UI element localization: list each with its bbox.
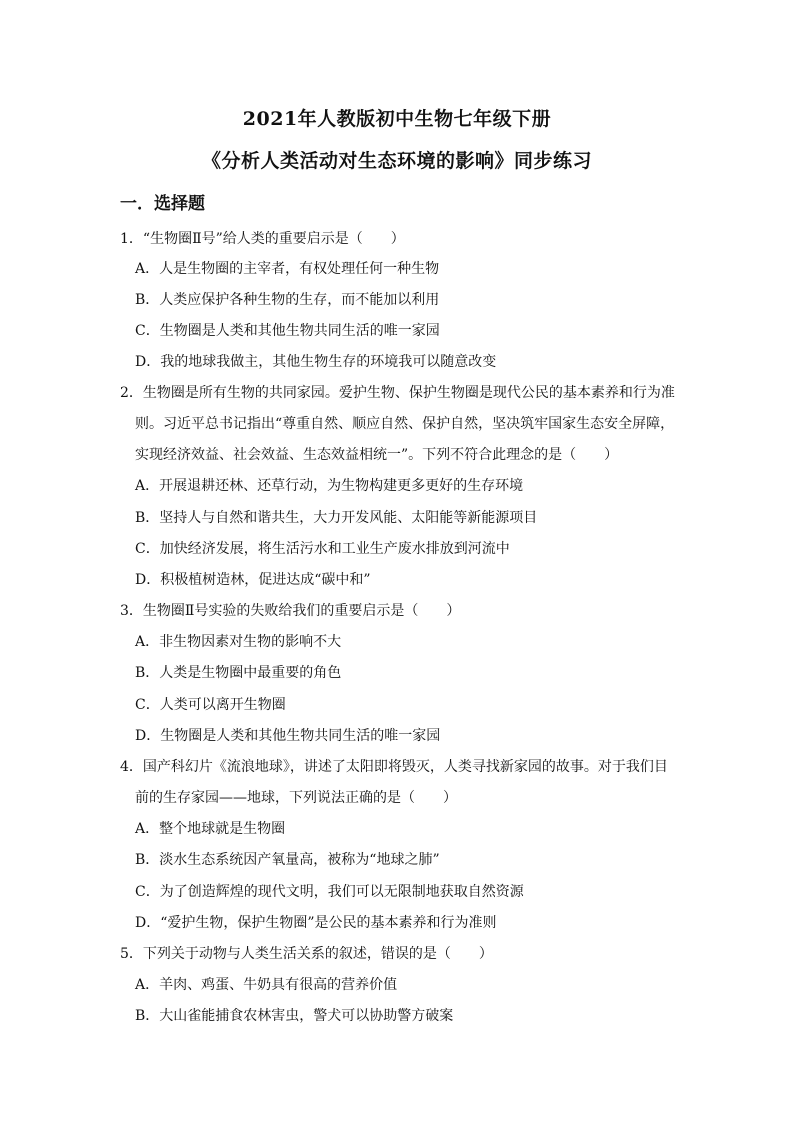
section-heading: 一．选择题 [120,194,205,214]
question-4-option-b: B．淡水生态系统因产氧量高，被称为“地球之肺” [135,852,440,868]
question-2-option-a: A．开展退耕还林、还草行动，为生物构建更多更好的生存环境 [135,478,524,494]
question-3-option-d: D．生物圈是人类和其他生物共同生活的唯一家园 [135,728,441,744]
question-1-option-c: C．生物圈是人类和其他生物共同生活的唯一家园 [135,323,440,339]
question-4-option-a: A．整个地球就是生物圈 [135,821,286,837]
question-5-option-a: A．羊肉、鸡蛋、牛奶具有很高的营养价值 [135,977,398,993]
question-3-option-c: C．人类可以离开生物圈 [135,697,286,713]
question-2-stem-line-3: 实现经济效益、社会效益、生态效益相统一”。下列不符合此理念的是（ ） [135,447,619,463]
question-2-option-c: C．加快经济发展，将生活污水和工业生产废水排放到河流中 [135,541,510,557]
question-1-option-a: A．人是生物圈的主宰者，有权处理任何一种生物 [135,261,440,277]
question-4-option-c: C．为了创造辉煌的现代文明，我们可以无限制地获取自然资源 [135,884,524,900]
question-3-option-a: A．非生物因素对生物的影响不大 [135,634,342,650]
question-2-option-b: B．坚持人与自然和谐共生，大力开发风能、太阳能等新能源项目 [135,510,538,526]
question-4-stem-line-1: 4．国产科幻片《流浪地球》，讲述了太阳即将毁灭，人类寻找新家园的故事。对于我们目 [120,759,668,775]
question-1-option-d: D．我的地球我做主，其他生物生存的环境我可以随意改变 [135,354,497,370]
document-title-line-1: 2021年人教版初中生物七年级下册 [242,108,552,130]
question-5-option-b: B．大山雀能捕食农林害虫，警犬可以协助警方破案 [135,1008,454,1024]
question-1-stem: 1．“生物圈Ⅱ号”给人类的重要启示是（ ） [120,231,405,247]
question-4-option-d: D．“爱护生物，保护生物圈”是公民的基本素养和行为准则 [135,915,497,931]
question-2-stem-line-2: 则。习近平总书记指出“尊重自然、顺应自然、保护自然，坚决筑牢国家生态安全屏障， [135,416,675,432]
question-5-stem: 5．下列关于动物与人类生活关系的叙述，错误的是（ ） [120,946,493,962]
question-4-stem-line-2: 前的生存家园——地球，下列说法正确的是（ ） [135,790,457,806]
question-1-option-b: B．人类应保护各种生物的生存，而不能加以利用 [135,292,440,308]
question-2-option-d: D．积极植树造林，促进达成“碳中和” [135,572,371,588]
document-title-line-2: 《分析人类活动对生态环境的影响》同步练习 [201,150,592,172]
question-2-stem-line-1: 2．生物圈是所有生物的共同家园。爱护生物、保护生物圈是现代公民的基本素养和行为准 [120,385,675,401]
question-3-option-b: B．人类是生物圈中最重要的角色 [135,665,342,681]
question-3-stem: 3．生物圈Ⅱ号实验的失败给我们的重要启示是（ ） [120,603,461,619]
